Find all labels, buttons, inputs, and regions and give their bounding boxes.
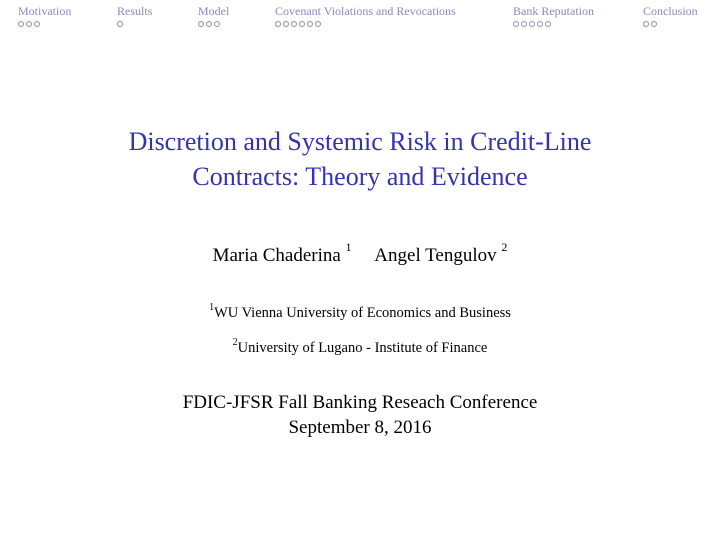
nav-section-motivation[interactable] <box>18 4 71 27</box>
affiliation-text: University of Lugano - Institute of Finance <box>237 340 488 356</box>
slide-dot[interactable] <box>299 21 305 27</box>
slide-dot[interactable] <box>34 21 40 27</box>
nav-progress-dots <box>198 21 229 27</box>
nav-progress-dots <box>117 21 152 27</box>
affiliation <box>0 337 720 357</box>
nav-label[interactable]: Covenant Violations and Revocations <box>275 4 456 18</box>
nav-section-conclusion[interactable] <box>643 4 698 27</box>
slide-dot[interactable] <box>198 21 204 27</box>
slide-dot[interactable] <box>214 21 220 27</box>
slide-dot[interactable] <box>529 21 535 27</box>
slide-dot[interactable] <box>307 21 313 27</box>
author-name: Maria Chaderina <box>212 245 341 266</box>
affiliation-text: WU Vienna University of Economics and Business <box>214 305 511 321</box>
slide-dot[interactable] <box>643 21 649 27</box>
slide-dot[interactable] <box>545 21 551 27</box>
slide-dot[interactable] <box>26 21 32 27</box>
affiliation <box>0 302 720 322</box>
nav-section-bank-reputation[interactable] <box>513 4 594 27</box>
conference-date: September 8, 2016 <box>288 417 432 438</box>
nav-progress-dots <box>643 21 698 27</box>
slide-dot[interactable] <box>315 21 321 27</box>
affiliation-mark: 1 <box>345 239 352 254</box>
title-line: Contracts: Theory and Evidence <box>192 162 528 191</box>
nav-progress-dots <box>275 21 456 27</box>
affiliation-mark: 2 <box>232 337 238 349</box>
affiliation-mark: 2 <box>501 239 508 254</box>
nav-progress-dots <box>513 21 594 27</box>
nav-section-model[interactable] <box>198 4 229 27</box>
slide-dot[interactable] <box>513 21 519 27</box>
author-name: Angel Tengulov <box>374 245 497 266</box>
nav-section-results[interactable] <box>117 4 152 27</box>
nav-label[interactable]: Bank Reputation <box>513 4 594 18</box>
slide-dot[interactable] <box>117 21 123 27</box>
slide-dot[interactable] <box>521 21 527 27</box>
slide-dot[interactable] <box>291 21 297 27</box>
nav-label[interactable]: Conclusion <box>643 4 698 18</box>
section-navigation <box>0 0 720 34</box>
nav-progress-dots <box>18 21 71 27</box>
nav-label[interactable]: Motivation <box>18 4 72 18</box>
slide-title <box>0 124 720 194</box>
conference-name: FDIC-JFSR Fall Banking Reseach Conference <box>182 392 538 413</box>
nav-section-covenant-violations[interactable] <box>275 4 456 27</box>
slide-dot[interactable] <box>18 21 24 27</box>
conference-info <box>0 390 720 440</box>
nav-label[interactable]: Results <box>117 4 153 18</box>
author-list <box>0 239 720 267</box>
nav-label[interactable]: Model <box>198 4 230 18</box>
slide-dot[interactable] <box>206 21 212 27</box>
slide-dot[interactable] <box>275 21 281 27</box>
title-line: Discretion and Systemic Risk in Credit-Line <box>128 127 592 156</box>
affiliation-mark: 1 <box>209 302 215 314</box>
author <box>374 239 508 267</box>
slide-dot[interactable] <box>283 21 289 27</box>
slide-dot[interactable] <box>537 21 543 27</box>
slide-dot[interactable] <box>651 21 657 27</box>
author <box>212 239 352 267</box>
